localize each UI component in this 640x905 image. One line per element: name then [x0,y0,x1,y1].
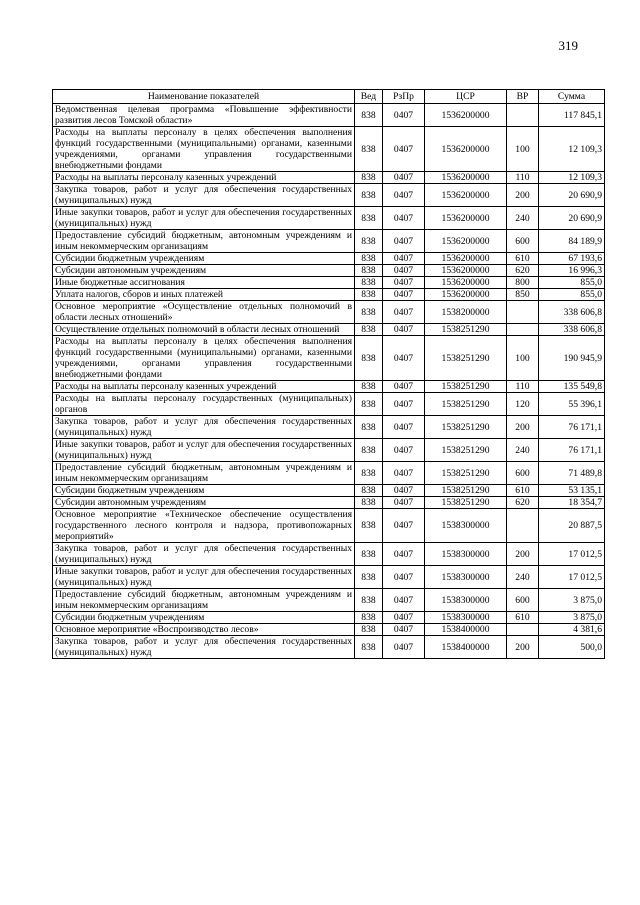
cell-name: Уплата налогов, сборов и иных платежей [53,289,355,301]
cell-csr: 1536200000 [425,253,507,265]
table-row [53,184,605,207]
cell-sum: 76 171,1 [539,439,605,462]
header-csr: ЦСР [425,90,507,104]
cell-vr [507,509,539,543]
cell-vr: 600 [507,462,539,485]
cell-ved: 838 [355,439,383,462]
cell-vr [507,324,539,336]
cell-vr: 620 [507,497,539,509]
table-row [53,277,605,289]
cell-ved: 838 [355,336,383,381]
cell-name: Расходы на выплаты персоналу в целях обеспечения выполнения функций государственными (муниципальными) органами, казенными учреждениями, органами управления государственными внебюджетными фондами [53,336,355,381]
cell-vr: 850 [507,289,539,301]
cell-csr: 1536200000 [425,207,507,230]
cell-csr: 1538251290 [425,439,507,462]
cell-sum: 12 109,3 [539,172,605,184]
cell-name: Иные бюджетные ассигнования [53,277,355,289]
table-row [53,104,605,127]
cell-csr: 1538251290 [425,381,507,393]
cell-sum: 3 875,0 [539,612,605,624]
cell-csr: 1538251290 [425,485,507,497]
cell-rzpr: 0407 [383,462,425,485]
cell-ved: 838 [355,277,383,289]
cell-vr: 610 [507,485,539,497]
cell-rzpr: 0407 [383,439,425,462]
cell-ved: 838 [355,566,383,589]
cell-csr: 1538251290 [425,497,507,509]
cell-vr: 110 [507,172,539,184]
cell-rzpr: 0407 [383,265,425,277]
cell-rzpr: 0407 [383,127,425,172]
cell-sum: 16 996,3 [539,265,605,277]
header-sum: Сумма [539,90,605,104]
cell-sum: 20 690,9 [539,207,605,230]
table-row [53,393,605,416]
cell-sum: 84 189,9 [539,230,605,253]
cell-name: Ведомственная целевая программа «Повышение эффективности развития лесов Томской области» [53,104,355,127]
cell-csr: 1536200000 [425,172,507,184]
cell-rzpr: 0407 [383,207,425,230]
cell-vr: 200 [507,543,539,566]
cell-name: Субсидии автономным учреждениям [53,497,355,509]
header-vr: ВР [507,90,539,104]
cell-rzpr: 0407 [383,381,425,393]
cell-vr: 200 [507,416,539,439]
page-number: 319 [558,38,578,53]
cell-vr [507,301,539,324]
header-ved: Вед [355,90,383,104]
cell-sum: 135 549,8 [539,381,605,393]
table-row [53,462,605,485]
table-row [53,589,605,612]
cell-name: Осуществление отдельных полномочий в области лесных отношений [53,324,355,336]
cell-rzpr: 0407 [383,253,425,265]
cell-csr: 1538251290 [425,416,507,439]
cell-name: Иные закупки товаров, работ и услуг для обеспечения государственных (муниципальных) нужд [53,566,355,589]
table-row [53,566,605,589]
cell-sum: 500,0 [539,636,605,659]
cell-name: Иные закупки товаров, работ и услуг для обеспечения государственных (муниципальных) нужд [53,207,355,230]
cell-csr: 1536200000 [425,289,507,301]
header-rzpr: РзПр [383,90,425,104]
cell-rzpr: 0407 [383,277,425,289]
cell-vr: 240 [507,566,539,589]
cell-csr: 1536200000 [425,277,507,289]
cell-ved: 838 [355,509,383,543]
cell-name: Предоставление субсидий бюджетным, автономным учреждениям и иным некоммерческим организациям [53,462,355,485]
cell-ved: 838 [355,624,383,636]
cell-name: Закупка товаров, работ и услуг для обеспечения государственных (муниципальных) нужд [53,636,355,659]
cell-sum: 3 875,0 [539,589,605,612]
cell-rzpr: 0407 [383,289,425,301]
table-row [53,636,605,659]
cell-name: Расходы на выплаты персоналу казенных учреждений [53,381,355,393]
cell-ved: 838 [355,462,383,485]
cell-csr: 1538400000 [425,624,507,636]
cell-sum: 20 887,5 [539,509,605,543]
cell-ved: 838 [355,485,383,497]
cell-rzpr: 0407 [383,230,425,253]
cell-rzpr: 0407 [383,485,425,497]
cell-rzpr: 0407 [383,393,425,416]
cell-sum: 190 945,9 [539,336,605,381]
table-row [53,301,605,324]
table-row [53,612,605,624]
cell-name: Предоставление субсидий бюджетным, автономным учреждениям и иным некоммерческим организациям [53,230,355,253]
cell-rzpr: 0407 [383,543,425,566]
cell-ved: 838 [355,253,383,265]
cell-sum: 338 606,8 [539,324,605,336]
cell-csr: 1538300000 [425,589,507,612]
cell-name: Иные закупки товаров, работ и услуг для обеспечения государственных (муниципальных) нужд [53,439,355,462]
cell-name: Основное мероприятие «Техническое обеспечение осуществления государственного лесного контроля и надзора, противопожарных мероприятий» [53,509,355,543]
cell-vr: 620 [507,265,539,277]
cell-rzpr: 0407 [383,301,425,324]
cell-sum: 338 606,8 [539,301,605,324]
header-name: Наименование показателей [53,90,355,104]
table-row [53,624,605,636]
cell-vr: 600 [507,230,539,253]
cell-rzpr: 0407 [383,324,425,336]
cell-sum: 17 012,5 [539,566,605,589]
table-row [53,485,605,497]
cell-csr: 1538251290 [425,393,507,416]
budget-table [52,89,605,659]
cell-csr: 1538251290 [425,462,507,485]
cell-ved: 838 [355,172,383,184]
table-row [53,497,605,509]
table-header-row [53,90,605,104]
cell-ved: 838 [355,184,383,207]
cell-ved: 838 [355,381,383,393]
cell-csr: 1536200000 [425,127,507,172]
cell-sum: 855,0 [539,277,605,289]
cell-name: Расходы на выплаты персоналу казенных учреждений [53,172,355,184]
cell-vr: 240 [507,207,539,230]
cell-csr: 1538300000 [425,612,507,624]
cell-ved: 838 [355,230,383,253]
cell-rzpr: 0407 [383,416,425,439]
cell-ved: 838 [355,127,383,172]
cell-vr [507,104,539,127]
cell-rzpr: 0407 [383,509,425,543]
cell-rzpr: 0407 [383,566,425,589]
cell-vr: 610 [507,253,539,265]
cell-sum: 71 489,8 [539,462,605,485]
table-row [53,381,605,393]
cell-name: Закупка товаров, работ и услуг для обеспечения государственных (муниципальных) нужд [53,184,355,207]
cell-sum: 4 381,6 [539,624,605,636]
cell-vr: 240 [507,439,539,462]
cell-rzpr: 0407 [383,104,425,127]
cell-rzpr: 0407 [383,612,425,624]
cell-vr: 110 [507,381,539,393]
cell-vr [507,624,539,636]
cell-ved: 838 [355,104,383,127]
cell-name: Субсидии бюджетным учреждениям [53,253,355,265]
table-row [53,207,605,230]
cell-sum: 76 171,1 [539,416,605,439]
cell-sum: 117 845,1 [539,104,605,127]
table-row [53,439,605,462]
cell-ved: 838 [355,301,383,324]
cell-vr: 120 [507,393,539,416]
cell-name: Расходы на выплаты персоналу государственных (муниципальных) органов [53,393,355,416]
cell-csr: 1538300000 [425,566,507,589]
cell-name: Расходы на выплаты персоналу в целях обеспечения выполнения функций государственными (муниципальными) органами, казенными учреждениями, органами управления государственными внебюджетными фондами [53,127,355,172]
table-row [53,416,605,439]
cell-sum: 12 109,3 [539,127,605,172]
cell-sum: 67 193,6 [539,253,605,265]
table-row [53,172,605,184]
cell-sum: 17 012,5 [539,543,605,566]
cell-sum: 53 135,1 [539,485,605,497]
cell-ved: 838 [355,207,383,230]
cell-csr: 1538251290 [425,324,507,336]
table-row [53,336,605,381]
cell-vr: 600 [507,589,539,612]
cell-rzpr: 0407 [383,624,425,636]
cell-csr: 1536200000 [425,265,507,277]
cell-vr: 100 [507,336,539,381]
cell-name: Основное мероприятие «Осуществление отдельных полномочий в области лесных отношений» [53,301,355,324]
cell-name: Основное мероприятие «Воспроизводство лесов» [53,624,355,636]
cell-vr: 610 [507,612,539,624]
cell-name: Закупка товаров, работ и услуг для обеспечения государственных (муниципальных) нужд [53,416,355,439]
table-row [53,265,605,277]
cell-rzpr: 0407 [383,589,425,612]
cell-vr: 200 [507,184,539,207]
cell-sum: 855,0 [539,289,605,301]
cell-csr: 1538400000 [425,636,507,659]
cell-rzpr: 0407 [383,636,425,659]
cell-vr: 100 [507,127,539,172]
cell-ved: 838 [355,612,383,624]
table-row [53,324,605,336]
cell-ved: 838 [355,636,383,659]
cell-name: Субсидии бюджетным учреждениям [53,485,355,497]
cell-ved: 838 [355,497,383,509]
cell-csr: 1538300000 [425,509,507,543]
cell-sum: 55 396,1 [539,393,605,416]
cell-sum: 20 690,9 [539,184,605,207]
cell-ved: 838 [355,289,383,301]
cell-ved: 838 [355,265,383,277]
cell-ved: 838 [355,324,383,336]
cell-csr: 1538300000 [425,543,507,566]
cell-ved: 838 [355,393,383,416]
cell-ved: 838 [355,589,383,612]
table-row [53,509,605,543]
cell-csr: 1538251290 [425,336,507,381]
cell-rzpr: 0407 [383,172,425,184]
cell-name: Субсидии автономным учреждениям [53,265,355,277]
cell-csr: 1538200000 [425,301,507,324]
cell-name: Закупка товаров, работ и услуг для обеспечения государственных (муниципальных) нужд [53,543,355,566]
table-row [53,543,605,566]
cell-rzpr: 0407 [383,184,425,207]
cell-sum: 18 354,7 [539,497,605,509]
table-row [53,289,605,301]
cell-rzpr: 0407 [383,336,425,381]
cell-rzpr: 0407 [383,497,425,509]
cell-vr: 800 [507,277,539,289]
table-row [53,230,605,253]
cell-csr: 1536200000 [425,230,507,253]
cell-name: Предоставление субсидий бюджетным, автономным учреждениям и иным некоммерческим организациям [53,589,355,612]
cell-ved: 838 [355,543,383,566]
cell-name: Субсидии бюджетным учреждениям [53,612,355,624]
table-row [53,253,605,265]
cell-csr: 1536200000 [425,184,507,207]
table-row [53,127,605,172]
cell-csr: 1536200000 [425,104,507,127]
cell-ved: 838 [355,416,383,439]
cell-vr: 200 [507,636,539,659]
